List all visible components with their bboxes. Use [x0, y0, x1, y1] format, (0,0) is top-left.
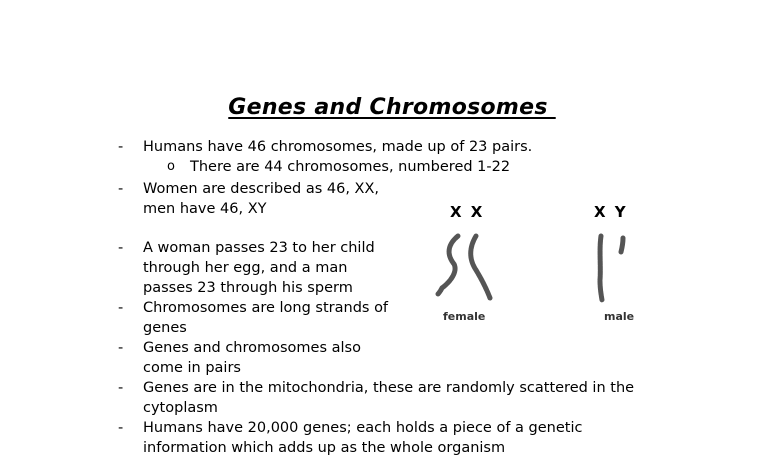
- sub-bullet-marker: o: [167, 159, 175, 174]
- bullet-dash: -: [118, 380, 124, 396]
- bullet-text: men have 46, XY: [143, 201, 267, 217]
- bullet-text: Chromosomes are long strands of: [143, 300, 389, 316]
- bullet-text: come in pairs: [143, 360, 241, 376]
- bullet-text: A woman passes 23 to her child: [143, 240, 375, 256]
- male-chromosomes-image: [585, 230, 635, 305]
- page-title: Genes and Chromosomes: [228, 95, 556, 120]
- female-caption: female: [443, 310, 486, 323]
- bullet-text: Genes are in the mitochondria, these are randomly scattered in the: [143, 380, 635, 396]
- bullet-dash: -: [118, 420, 124, 436]
- bullet-dash: -: [118, 340, 124, 356]
- bullet-dash: -: [118, 240, 124, 256]
- bullet-text: information which adds up as the whole organism: [143, 440, 506, 456]
- male-caption: male: [604, 310, 635, 323]
- female-chromosomes-image: [428, 230, 498, 305]
- female-chromosome-label: X X: [450, 203, 485, 221]
- sub-bullet-text: There are 44 chromosomes, numbered 1-22: [190, 159, 511, 175]
- bullet-text: Genes and chromosomes also: [143, 340, 361, 356]
- bullet-text: passes 23 through his sperm: [143, 280, 353, 296]
- bullet-text: cytoplasm: [143, 400, 218, 416]
- male-chromosome-label: X Y: [594, 203, 628, 221]
- bullet-dash: -: [118, 300, 124, 316]
- bullet-dash: -: [118, 139, 124, 155]
- bullet-text: genes: [143, 320, 187, 336]
- bullet-text: Humans have 46 chromosomes, made up of 23 pairs.: [143, 139, 533, 155]
- bullet-text: Humans have 20,000 genes; each holds a piece of a genetic: [143, 420, 583, 436]
- bullet-dash: -: [118, 181, 124, 197]
- bullet-text: through her egg, and a man: [143, 260, 348, 276]
- bullet-text: Women are described as 46, XX,: [143, 181, 380, 197]
